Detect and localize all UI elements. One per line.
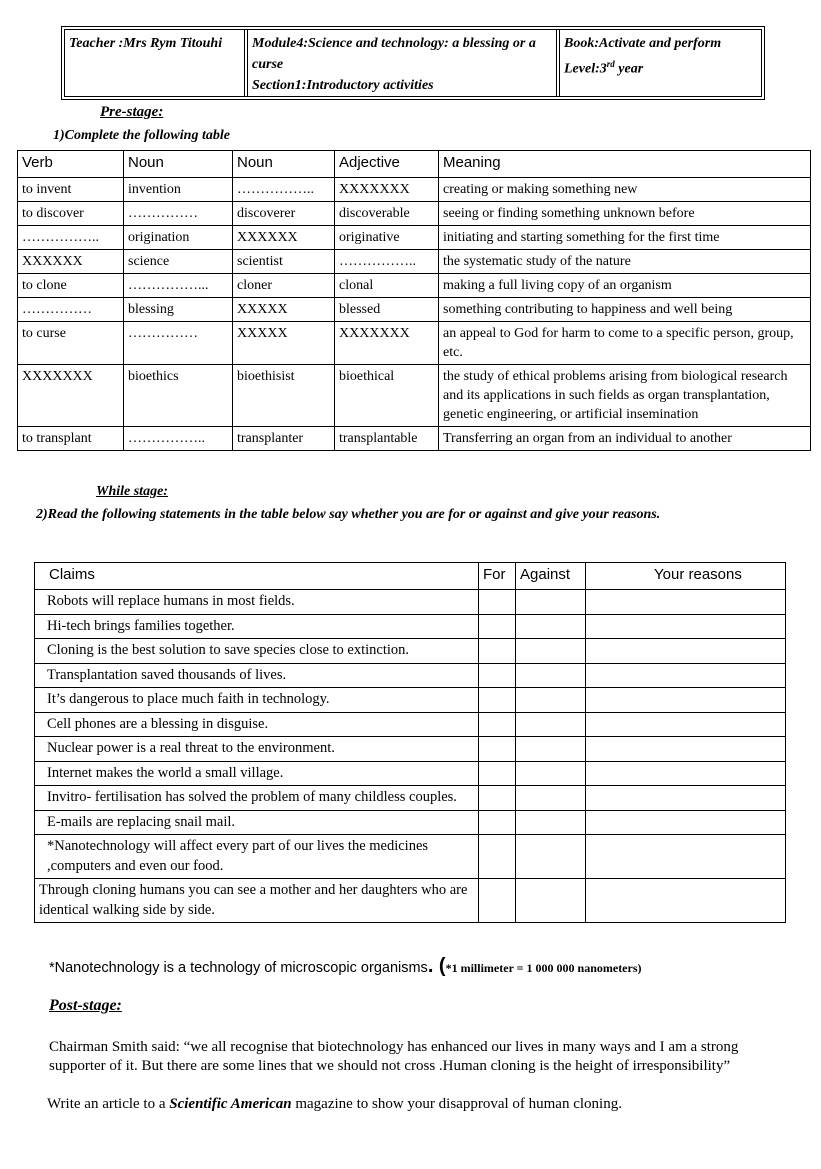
claim-cell: Robots will replace humans in most fields. [35,590,479,615]
level-label: Level:3rd year [564,59,644,77]
against-cell[interactable] [516,590,586,615]
table-cell: to invent [18,178,124,202]
post-stage-quote: Chairman Smith said: “we all recognise that biotechnology has enhanced our lives in many ways and I am a strong supporter of it. But there are some lines that we should not cross .Human cloning is the height of irresponsibility” [49,1039,739,1074]
table-row [35,737,786,762]
reasons-cell[interactable] [586,761,786,786]
book-cell [560,30,761,96]
column-header: Against [516,563,586,590]
column-header: For [479,563,516,590]
table-header-row [35,563,786,590]
for-cell[interactable] [479,810,516,835]
against-cell[interactable] [516,639,586,664]
table-cell: XXXXXX [18,250,124,274]
table-cell: XXXXXXX [335,178,439,202]
table-cell: to clone [18,274,124,298]
table-cell: to transplant [18,427,124,451]
section-title: Section1:Introductory activities [252,78,434,93]
against-cell[interactable] [516,688,586,713]
table-cell: XXXXX [233,322,335,365]
while-stage-instruction: 2)Read the following statements in the table below say whether you are for or against and give your reasons. [36,507,661,522]
table-cell: to discover [18,202,124,226]
against-cell[interactable] [516,810,586,835]
column-header: Adjective [335,151,439,178]
table-cell: blessing [124,298,233,322]
teacher-name: Teacher :Mrs Rym Titouhi [69,36,223,51]
column-header: Verb [18,151,124,178]
for-cell[interactable] [479,879,516,923]
table-cell: transplantable [335,427,439,451]
table-cell: bioethical [335,365,439,427]
table-row [35,590,786,615]
reasons-cell[interactable] [586,737,786,762]
against-cell[interactable] [516,737,586,762]
reasons-cell[interactable] [586,712,786,737]
table-cell: XXXXXX [233,226,335,250]
teacher-cell [65,30,248,96]
post-stage-task: Write an article to a Scientific American magazine to show your disapproval of human cloning. [47,1096,622,1112]
claim-cell: Cloning is the best solution to save species close to extinction. [35,639,479,664]
table-cell: cloner [233,274,335,298]
table-cell: …………….. [124,427,233,451]
table-row [18,250,811,274]
reasons-cell[interactable] [586,835,786,879]
table-cell: origination [124,226,233,250]
while-stage-heading: While stage: [96,484,168,499]
table-row [35,879,786,923]
table-cell: science [124,250,233,274]
table-cell: ……………... [124,274,233,298]
against-cell[interactable] [516,879,586,923]
reasons-cell[interactable] [586,879,786,923]
reasons-cell[interactable] [586,639,786,664]
table-row [35,835,786,879]
claim-cell: Through cloning humans you can see a mother and her daughters who are identical walking side by side. [35,879,479,923]
table-row [18,427,811,451]
pre-stage-heading: Pre-stage: [100,104,164,120]
against-cell[interactable] [516,614,586,639]
table-row [18,274,811,298]
table-cell: blessed [335,298,439,322]
reasons-cell[interactable] [586,786,786,811]
book-title: Book:Activate and perform [564,36,722,51]
for-cell[interactable] [479,761,516,786]
table-cell: the study of ethical problems arising from biological research and its applications in such fields as organ transplantation, genetic engineering, or artificial insemination [439,365,811,427]
claim-cell: Hi-tech brings families together. [35,614,479,639]
table-cell: an appeal to God for harm to come to a specific person, group, etc. [439,322,811,365]
column-header: Meaning [439,151,811,178]
table-row [35,688,786,713]
table-cell: originative [335,226,439,250]
reasons-cell[interactable] [586,614,786,639]
table-row [35,786,786,811]
claim-cell: *Nanotechnology will affect every part of our lives the medicines ,computers and even our food. [35,835,479,879]
table-cell: something contributing to happiness and well being [439,298,811,322]
table-cell: …………… [124,322,233,365]
column-header: Your reasons [586,563,786,590]
for-cell[interactable] [479,835,516,879]
against-cell[interactable] [516,835,586,879]
table-cell: …………… [124,202,233,226]
for-cell[interactable] [479,786,516,811]
table-cell: creating or making something new [439,178,811,202]
against-cell[interactable] [516,786,586,811]
for-cell[interactable] [479,712,516,737]
word-family-table [17,150,811,451]
table-row [35,614,786,639]
table-row [35,810,786,835]
against-cell[interactable] [516,712,586,737]
claim-cell: E-mails are replacing snail mail. [35,810,479,835]
claim-cell: Transplantation saved thousands of lives. [35,663,479,688]
table-cell: seeing or finding something unknown before [439,202,811,226]
table-cell: …………… [18,298,124,322]
reasons-cell[interactable] [586,810,786,835]
for-cell[interactable] [479,663,516,688]
table-cell: XXXXX [233,298,335,322]
table-cell: discoverer [233,202,335,226]
column-header: Claims [35,563,479,590]
reasons-cell[interactable] [586,663,786,688]
table-cell: bioethics [124,365,233,427]
post-stage-heading: Post-stage: [49,997,122,1014]
table-row [18,322,811,365]
column-header: Noun [233,151,335,178]
claim-cell: Nuclear power is a real threat to the environment. [35,737,479,762]
table-cell: XXXXXXX [18,365,124,427]
claim-cell: Invitro- fertilisation has solved the problem of many childless couples. [35,786,479,811]
for-cell[interactable] [479,639,516,664]
table-cell: discoverable [335,202,439,226]
claim-cell: Internet makes the world a small village. [35,761,479,786]
header-box [61,26,765,100]
table-cell: …………….. [335,250,439,274]
reasons-cell[interactable] [586,688,786,713]
table-cell: initiating and starting something for the first time [439,226,811,250]
against-cell[interactable] [516,761,586,786]
table-row [18,226,811,250]
reasons-cell[interactable] [586,590,786,615]
table-cell: Transferring an organ from an individual to another [439,427,811,451]
table-cell: XXXXXXX [335,322,439,365]
table-row [18,365,811,427]
pre-stage-instruction: 1)Complete the following table [53,128,230,143]
against-cell[interactable] [516,663,586,688]
table-row [18,202,811,226]
table-cell: clonal [335,274,439,298]
table-header-row [18,151,811,178]
table-cell: making a full living copy of an organism [439,274,811,298]
table-cell: the systematic study of the nature [439,250,811,274]
table-row [18,178,811,202]
claim-cell: Cell phones are a blessing in disguise. [35,712,479,737]
table-cell: transplanter [233,427,335,451]
table-cell: invention [124,178,233,202]
table-row [35,639,786,664]
table-row [35,712,786,737]
table-cell: scientist [233,250,335,274]
table-row [35,663,786,688]
column-header: Noun [124,151,233,178]
table-cell: bioethisist [233,365,335,427]
for-cell[interactable] [479,590,516,615]
table-cell: …………….. [18,226,124,250]
footnote: *Nanotechnology is a technology of microscopic organisms. (*1 millimeter = 1 000 000 nanometers) [49,955,642,977]
for-cell[interactable] [479,737,516,762]
claim-cell: It’s dangerous to place much faith in technology. [35,688,479,713]
table-cell: to curse [18,322,124,365]
for-cell[interactable] [479,688,516,713]
module-title: Module4:Science and technology: a blessing or a curse [252,36,536,72]
for-cell[interactable] [479,614,516,639]
table-row [18,298,811,322]
table-row [35,761,786,786]
module-cell [248,30,560,96]
claims-table [34,562,786,923]
table-cell: …………….. [233,178,335,202]
